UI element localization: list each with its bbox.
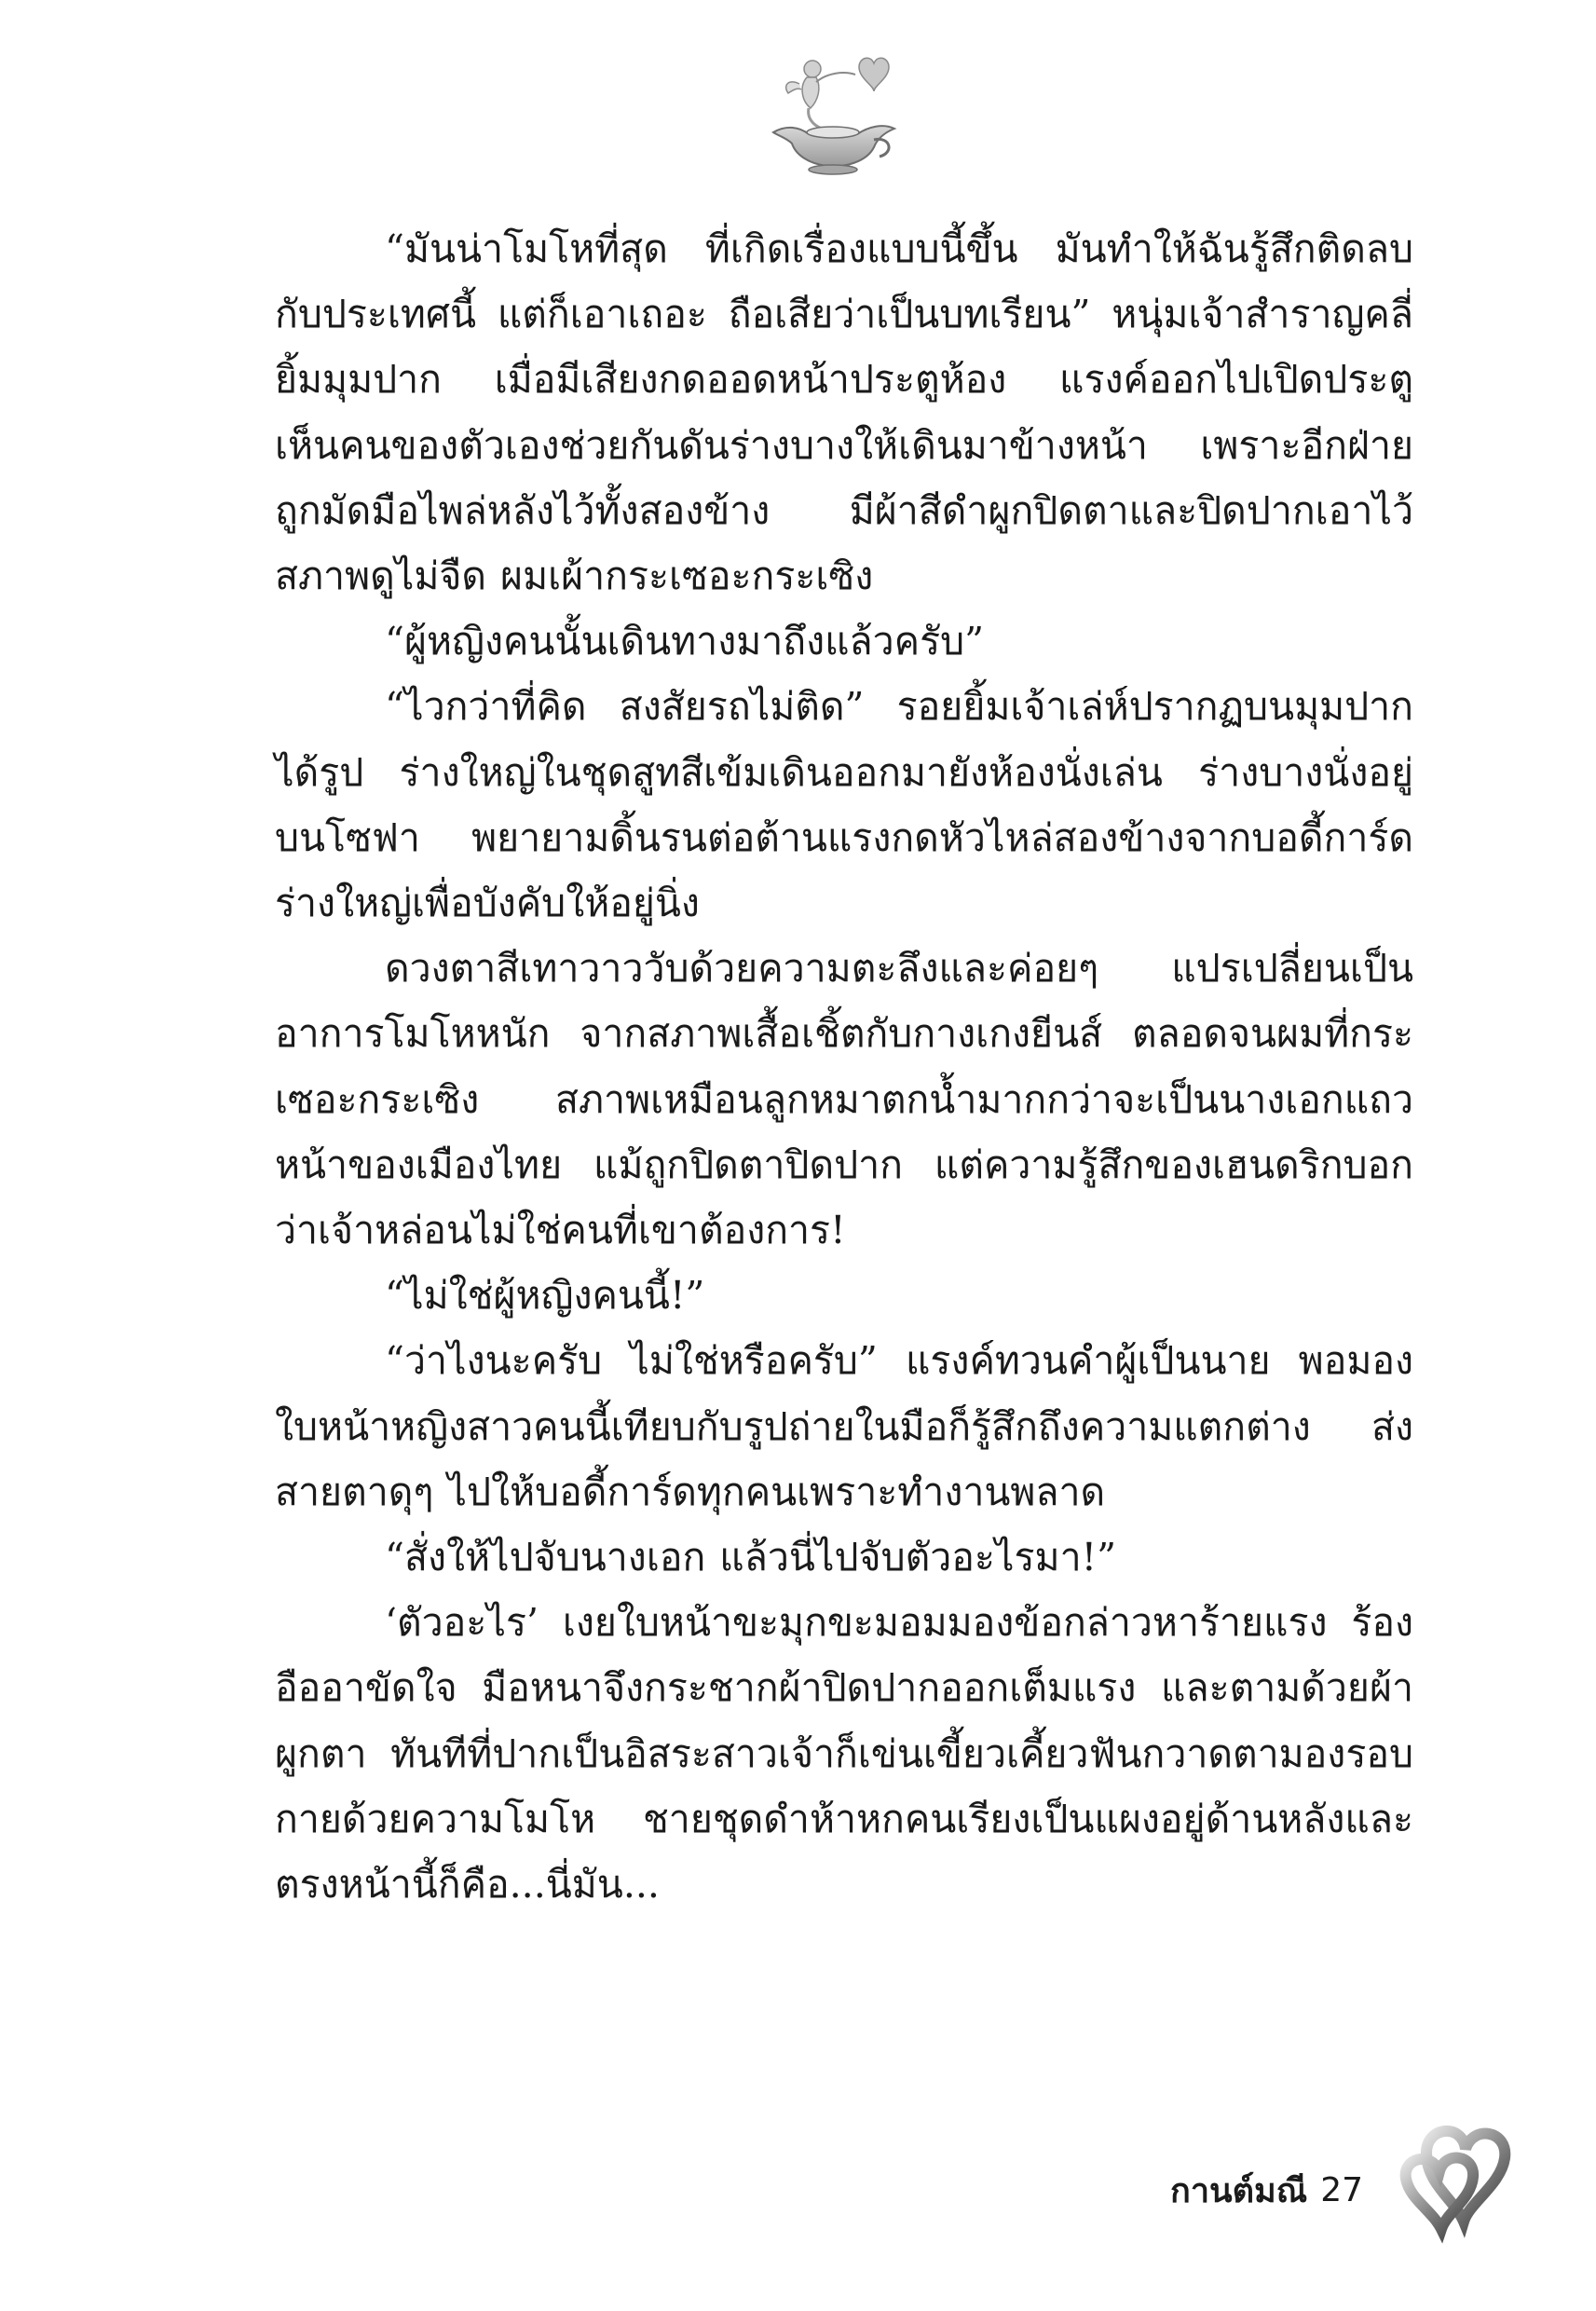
paragraph: ‘ตัวอะไร’ เงยใบหน้าขะมุกขะมอมมองข้อกล่าวหาร้ายแรง ร้องอืออาขัดใจ มือหนาจึงกระชากผ้าปิดปากออกเต็มแรง และตามด้วยผ้าผูกตา ทันทีที่ปากเป็นอิสระสาวเจ้าก็เข่นเขี้ยวเคี้ยวฟันกวาดตามองรอบกายด้วยความโมโห ชายชุดดำห้าหกคนเรียงเป็นแผงอยู่ด้านหลังและตรงหน้านี้ก็คือ...นี่มัน... bbox=[275, 1600, 1413, 1908]
paragraph: ดวงตาสีเทาวาววับด้วยความตะลึงและค่อยๆ แปรเปลี่ยนเป็นอาการโมโหหนัก จากสภาพเสื้อเชิ้ตกับกางเกงยีนส์ ตลอดจนผมที่กระเซอะกระเซิง สภาพเหมือนลูกหมาตกน้ำมากกว่าจะเป็นนางเอกแถวหน้าของเมืองไทย แม้ถูกปิดตาปิดปาก แต่ความรู้สึกของเฮนดริกบอกว่าเจ้าหล่อนไม่ใช่คนที่เขาต้องการ! bbox=[275, 946, 1413, 1253]
author-name: กานต์มณี bbox=[1170, 2171, 1308, 2210]
page-footer bbox=[1170, 2162, 1363, 2218]
paragraph: “ไวกว่าที่คิด สงสัยรถไม่ติด” รอยยิ้มเจ้าเล่ห์ปรากฏบนมุมปากได้รูป ร่างใหญ่ในชุดสูทสีเข้มเดินออกมายังห้องนั่งเล่น ร่างบางนั่งอยู่บนโซฟา พยายามดิ้นรนต่อต้านแรงกดหัวไหล่สองข้างจากบอดี้การ์ดร่างใหญ่เพื่อบังคับให้อยู่นิ่ง bbox=[275, 684, 1413, 926]
interlocked-hearts-icon bbox=[1389, 2106, 1529, 2246]
paragraph: “ไม่ใช่ผู้หญิงคนนี้!” bbox=[385, 1273, 705, 1319]
paragraph: “มันน่าโมโหที่สุด ที่เกิดเรื่องแบบนี้ขึ้น มันทำให้ฉันรู้สึกติดลบกับประเทศนี้ แต่ก็เอาเถอะ ถือเสียว่าเป็นบทเรียน” หนุ่มเจ้าสำราญคลี่ยิ้มมุมปาก เมื่อมีเสียงกดออดหน้าประตูห้อง แรงค์ออกไปเปิดประตู เห็นคนของตัวเองช่วยกันดันร่างบางให้เดินมาข้างหน้า เพราะอีกฝ่ายถูกมัดมือไพล่หลังไว้ทั้งสองข้าง มีผ้าสีดำผูกปิดตาและปิดปากเอาไว้ สภาพดูไม่จืด ผมเผ้ากระเซอะกระเซิง bbox=[275, 226, 1413, 599]
story-text bbox=[275, 216, 1413, 1917]
page-number: 27 bbox=[1320, 2170, 1363, 2209]
paragraph: “ว่าไงนะครับ ไม่ใช่หรือครับ” แรงค์ทวนคำผู้เป็นนาย พอมองใบหน้าหญิงสาวคนนี้เทียบกับรูปถ่ายในมือก็รู้สึกถึงความแตกต่าง ส่งสายตาดุๆ ไปให้บอดี้การ์ดทุกคนเพราะทำงานพลาด bbox=[275, 1338, 1413, 1514]
paragraph: “ผู้หญิงคนนั้นเดินทางมาถึงแล้วครับ” bbox=[385, 619, 985, 664]
paragraph: “สั่งให้ไปจับนางเอก แล้วนี่ไปจับตัวอะไรมา!” bbox=[385, 1535, 1117, 1580]
genie-lamp-heart-icon bbox=[755, 47, 904, 177]
